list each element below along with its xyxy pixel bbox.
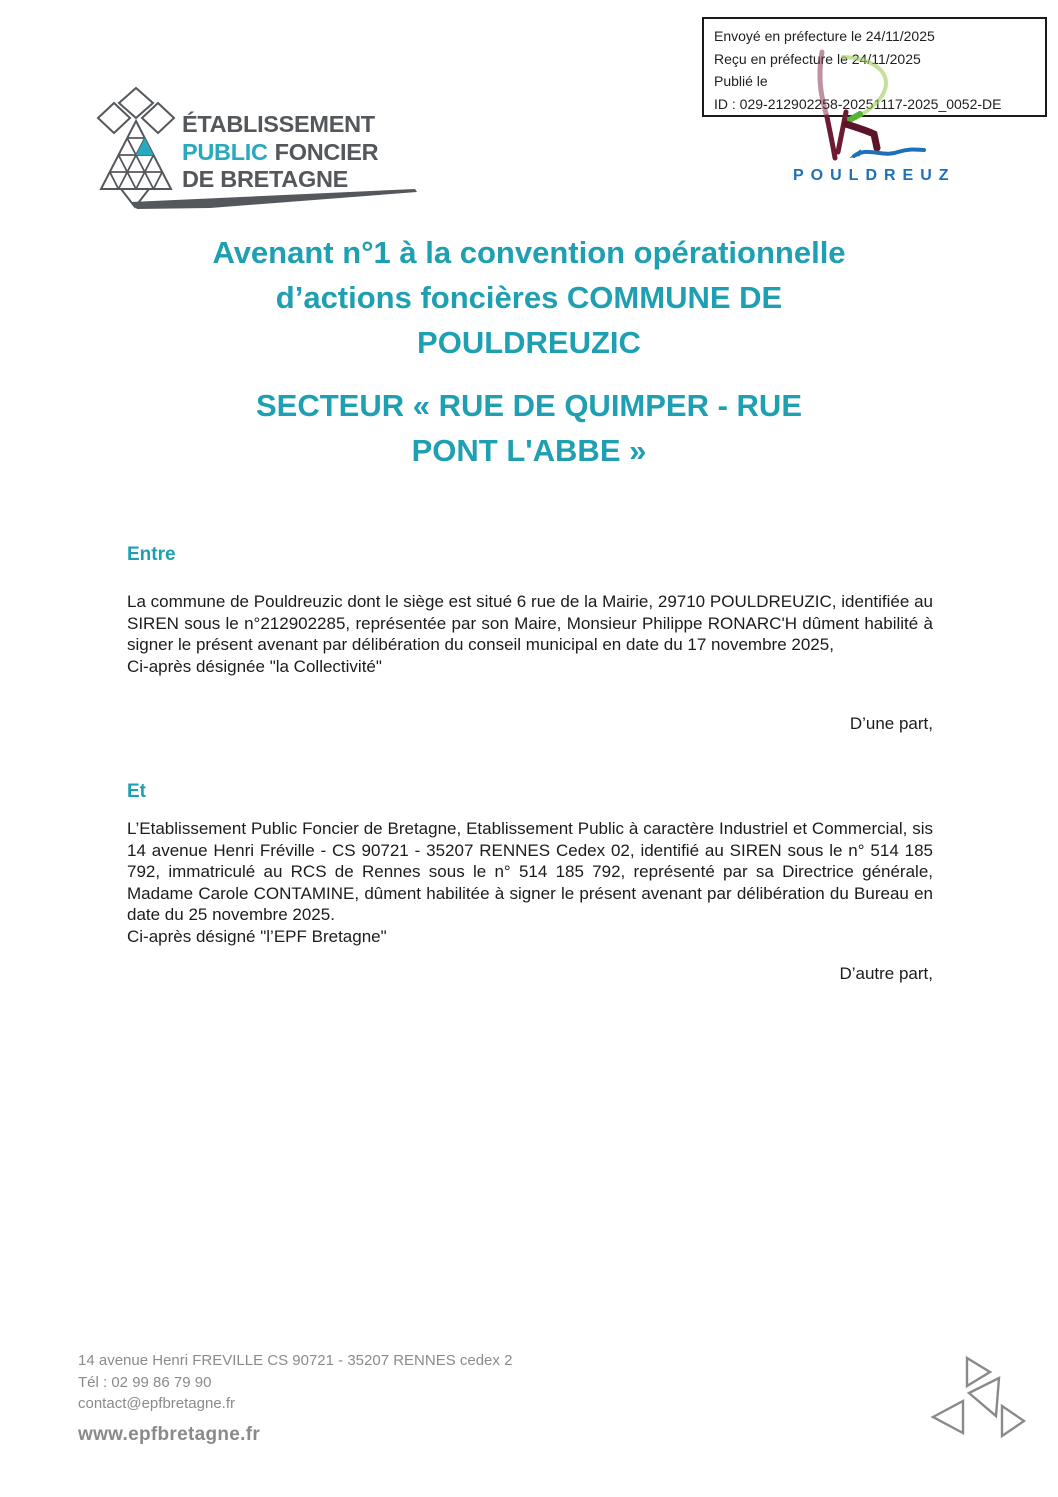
party1-paragraph [127, 591, 933, 677]
epf-wordmark-public: PUBLIC [182, 138, 268, 165]
party2-paragraph [127, 818, 933, 948]
footer-website: www.epfbretagne.fr [78, 1423, 261, 1445]
party2-designation: Ci-après désigné "l’EPF Bretagne" [127, 926, 387, 946]
epf-wordmark-line3: DE BRETAGNE [182, 166, 348, 192]
pouldreuz-wordmark: POULDREUZ [793, 167, 956, 184]
subtitle-line-2: PONT L'ABBE » [411, 433, 647, 468]
epf-wordmark-foncier: FONCIER [274, 138, 379, 165]
epf-wordmark-line1: ÉTABLISSEMENT [182, 111, 375, 137]
document-subtitle-sector [115, 383, 943, 473]
section-heading-entre: Entre [127, 544, 176, 565]
stamp-line-received: Reçu en préfecture le 24/11/2025 [714, 50, 921, 67]
footer-phone: Tél : 02 99 86 79 90 [78, 1373, 212, 1391]
party1-text: La commune de Pouldreuzic dont le siège est situé 6 rue de la Mairie, 29710 POULDREUZIC, identifiée au SIREN sous le n°212902285, représentée par son Maire, Monsieur Philippe RONARC'H dûment habilité à signer le présent avenant par délibération du conseil municipal en date du 17 novembre 2025, [127, 592, 933, 655]
party1-designation: Ci-après désignée "la Collectivité" [127, 656, 382, 676]
page-footer [78, 1350, 512, 1445]
title-line-3: POULDREUZIC [417, 325, 641, 360]
epf-logo-wordmark [182, 111, 378, 194]
epf-triangles-icon [925, 1345, 1045, 1455]
stamp-line-sent: Envoyé en préfecture le 24/11/2025 [714, 28, 935, 44]
section-heading-et: Et [127, 781, 146, 802]
party2-text: L’Etablissement Public Foncier de Bretagne, Etablissement Public à caractère Industriel et Commercial, sis 14 avenue Henri Fréville - CS 90721 - 35207 RENNES Cedex 02, identifié au SIREN sous le n° 514 185 792, immatriculé au RCS de Rennes sous le n° 514 185 792, représenté par sa Directrice générale, Madame Carole CONTAMINE, dûment habilitée à signer le présent avenant par délibération du Bureau en date du 25 novembre 2025. [127, 819, 933, 925]
footer-email: contact@epfbretagne.fr [78, 1395, 235, 1412]
stamp-line-id: ID : 029-212902258-20251117-2025_0052-DE [714, 95, 1002, 112]
mention-dune-part: D’une part, [849, 714, 933, 733]
document-title [115, 230, 943, 365]
mention-dautre-part: D’autre part, [839, 964, 933, 983]
subtitle-line-1: SECTEUR « RUE DE QUIMPER - RUE [255, 388, 802, 423]
title-line-1: Avenant n°1 à la convention opérationnelle [212, 235, 846, 270]
title-line-2: d’actions foncières COMMUNE DE [275, 280, 783, 315]
footer-address: 14 avenue Henri FREVILLE CS 90721 - 35207 RENNES cedex 2 [78, 1352, 513, 1369]
epf-wordmark-line2 [182, 139, 378, 167]
stamp-line-published: Publié le [714, 73, 768, 89]
